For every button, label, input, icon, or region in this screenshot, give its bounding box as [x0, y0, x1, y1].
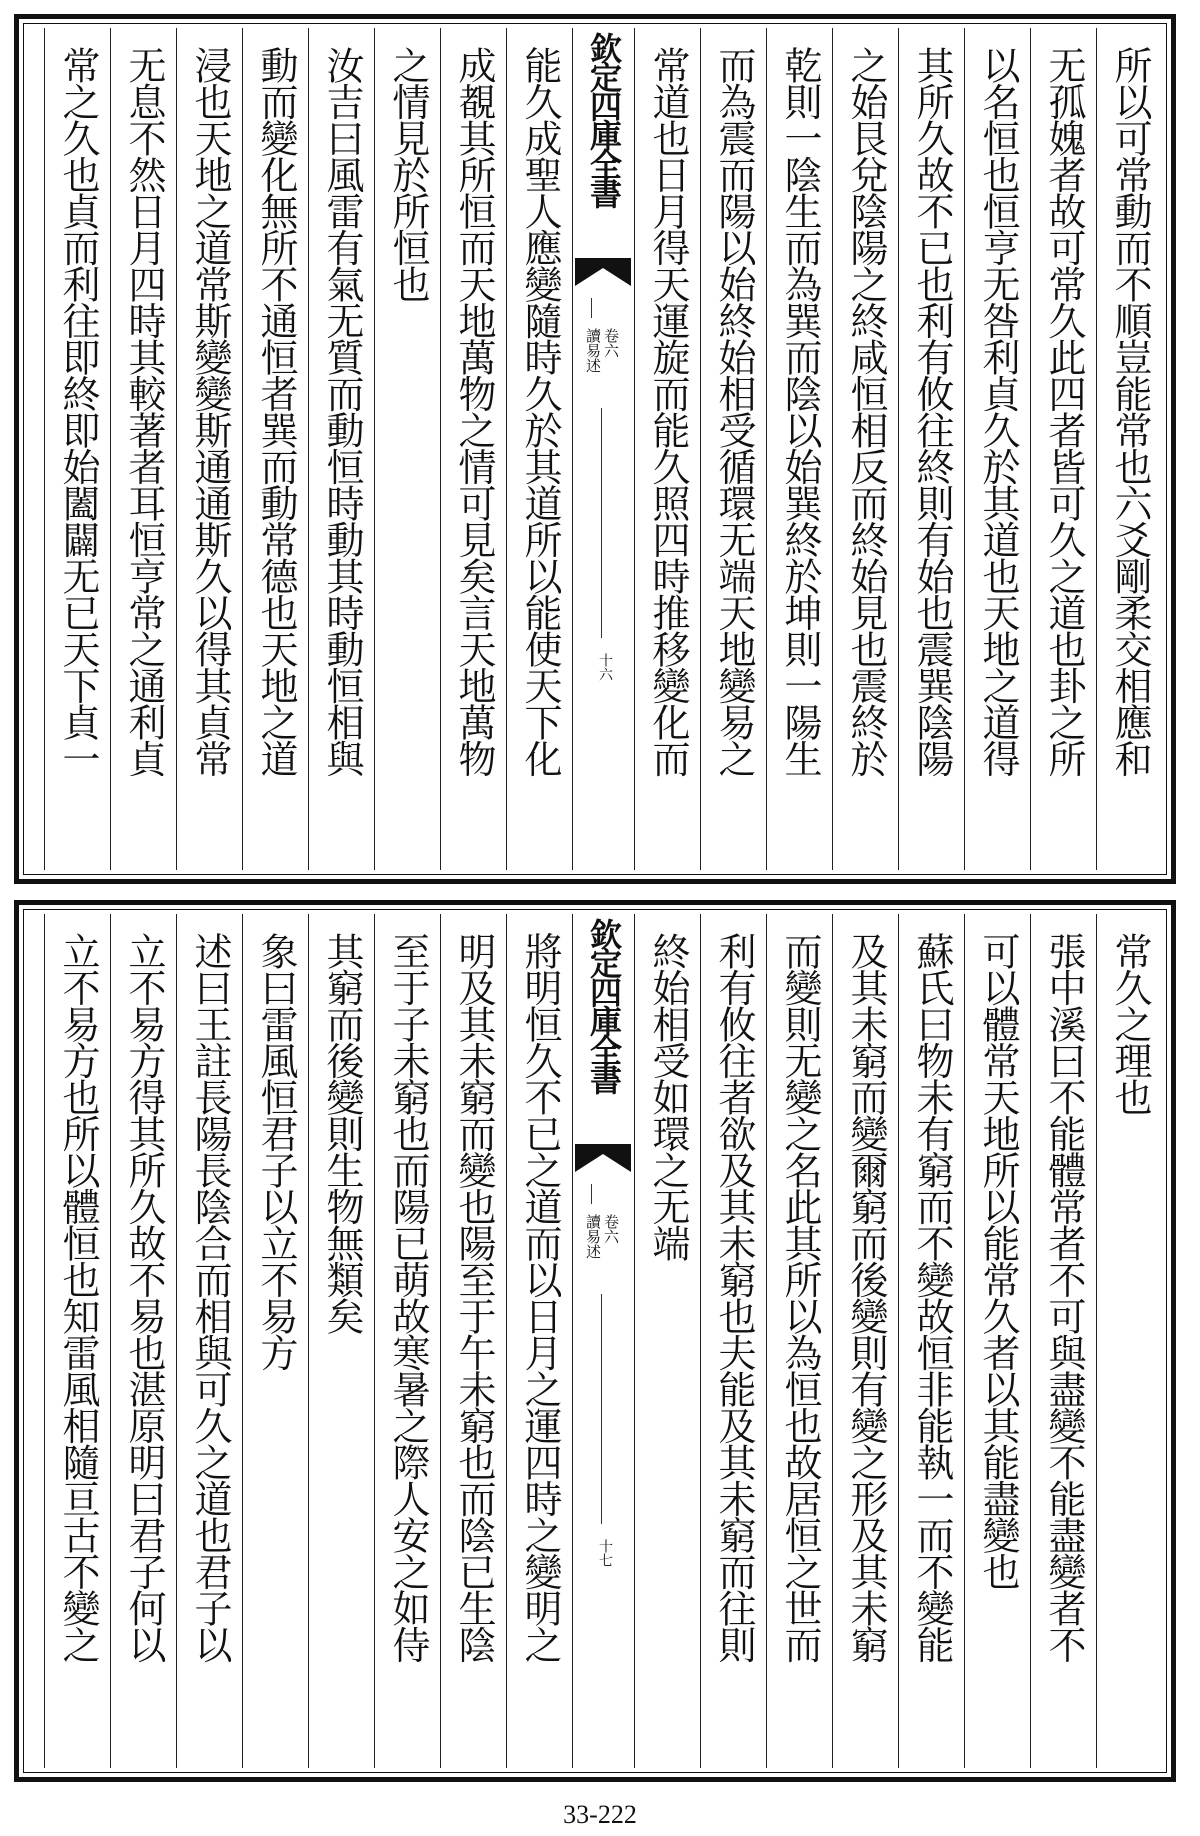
gutter-rule [601, 408, 602, 638]
text-column [440, 914, 506, 1768]
fishtail-mark-icon [573, 256, 633, 292]
text-column [44, 28, 110, 870]
gutter-title: 欽定四庫全書 [585, 918, 623, 1092]
text-column [700, 28, 766, 870]
column-text: 象曰雷風恒君子以立不易方 [254, 932, 298, 1370]
column-text: 无息不然日月四時其較著者耳恒亨常之通利貞 [122, 46, 166, 776]
column-text: 以名恒也恒亨无咎利貞久於其道也天地之道得 [976, 46, 1020, 776]
gutter-book-title: 讀易述 [584, 328, 602, 373]
fishtail-mark-icon [573, 1142, 633, 1178]
text-column [440, 28, 506, 870]
column-text: 之始艮兌陰陽之終咸恒相反而終始見也震終於 [844, 46, 888, 776]
text-column [1096, 28, 1162, 870]
column-text: 及其未窮而變爾窮而後變則有變之形及其未窮 [844, 932, 888, 1662]
text-column [898, 914, 964, 1768]
column-text: 可以體常天地所以能常久者以其能盡變也 [976, 932, 1020, 1589]
column-text: 至于子未窮也而陽已萌故寒暑之際人安之如侍 [386, 932, 430, 1662]
gutter-page-number: 十七 [597, 1539, 613, 1567]
column-text: 成覩其所恒而天地萬物之情可見矣言天地萬物 [452, 46, 496, 776]
text-column [1096, 914, 1162, 1768]
column-text: 之情見於所恒也 [386, 46, 430, 302]
text-column [176, 28, 242, 870]
text-column [766, 914, 832, 1768]
text-column [634, 914, 700, 1768]
text-column [110, 914, 176, 1768]
gutter-book-volume [585, 328, 601, 373]
top-page-frame [14, 14, 1176, 884]
text-column [44, 914, 110, 1768]
column-text: 常之久也貞而利往即終即始闔闢无已天下貞一 [56, 46, 100, 776]
bottom-page-frame [14, 900, 1176, 1782]
gutter-book-title: 讀易述 [584, 1214, 602, 1259]
text-column [634, 28, 700, 870]
center-gutter [572, 914, 634, 1768]
text-column [766, 28, 832, 870]
gutter-title: 欽定四庫全書 [585, 32, 623, 206]
gutter-book-volume [585, 1214, 601, 1259]
column-text: 所以可常動而不順豈能常也六爻剛柔交相應和 [1108, 46, 1152, 776]
text-column [832, 28, 898, 870]
text-column [374, 28, 440, 870]
gutter-volume: 卷六 [602, 328, 620, 358]
text-column [964, 28, 1030, 870]
text-column [242, 914, 308, 1768]
column-text: 无孤媿者故可常久此四者皆可久之道也卦之所 [1042, 46, 1086, 776]
column-text: 動而變化無所不通恒者巽而動常德也天地之道 [254, 46, 298, 776]
top-page-columns [28, 28, 1162, 870]
text-column [374, 914, 440, 1768]
footer-page-label: 33-222 [563, 1800, 637, 1829]
column-text: 而為震而陽以始終始相受循環无端天地變易之 [712, 46, 756, 776]
text-column [1030, 914, 1096, 1768]
column-text: 終始相受如環之无端 [646, 932, 690, 1261]
gutter-rule [591, 1184, 592, 1204]
gutter-rule [591, 298, 592, 318]
column-text: 而變則无變之名此其所以為恒也故居恒之世而 [778, 932, 822, 1662]
gutter-volume: 卷六 [602, 1214, 620, 1244]
column-text: 立不易方得其所久故不易也湛原明曰君子何以 [122, 932, 166, 1662]
column-text: 其所久故不已也利有攸往終則有始也震巽陰陽 [910, 46, 954, 776]
text-column [964, 914, 1030, 1768]
column-text: 將明恒久不已之道而以日月之運四時之變明之 [518, 932, 562, 1662]
text-column [506, 28, 572, 870]
gutter-page-number: 十六 [597, 653, 613, 681]
column-text: 乾則一陰生而為巽而陰以始巽終於坤則一陽生 [778, 46, 822, 776]
column-text: 常道也日月得天運旋而能久照四時推移變化而 [646, 46, 690, 776]
text-column [176, 914, 242, 1768]
column-text: 張中溪曰不能體常者不可與盡變不能盡變者不 [1042, 932, 1086, 1662]
column-text: 蘇氏曰物未有窮而不變故恒非能執一而不變能 [910, 932, 954, 1662]
text-column [110, 28, 176, 870]
text-column [308, 914, 374, 1768]
column-text: 立不易方也所以體恒也知雷風相隨亘古不變之 [56, 932, 100, 1662]
center-gutter [572, 28, 634, 870]
column-text: 常久之理也 [1108, 932, 1152, 1115]
text-column [506, 914, 572, 1768]
text-column [898, 28, 964, 870]
text-column [242, 28, 308, 870]
column-text: 汝吉曰風雷有氣无質而動恒時動其時動恒相與 [320, 46, 364, 776]
gutter-rule [601, 1294, 602, 1524]
text-column [700, 914, 766, 1768]
text-column [832, 914, 898, 1768]
text-column [308, 28, 374, 870]
column-text: 能久成聖人應變隨時久於其道所以能使天下化 [518, 46, 562, 776]
column-text: 浸也天地之道常斯變變斯通通斯久以得其貞常 [188, 46, 232, 776]
column-text: 利有攸往者欲及其未窮也夫能及其未窮而往則 [712, 932, 756, 1662]
bottom-page-columns [28, 914, 1162, 1768]
column-text: 述曰王註長陽長陰合而相與可久之道也君子以 [188, 932, 232, 1662]
column-text: 其窮而後變則生物無類矣 [320, 932, 364, 1334]
text-column [1030, 28, 1096, 870]
column-text: 明及其未窮而變也陽至于午未窮也而陰已生陰 [452, 932, 496, 1662]
